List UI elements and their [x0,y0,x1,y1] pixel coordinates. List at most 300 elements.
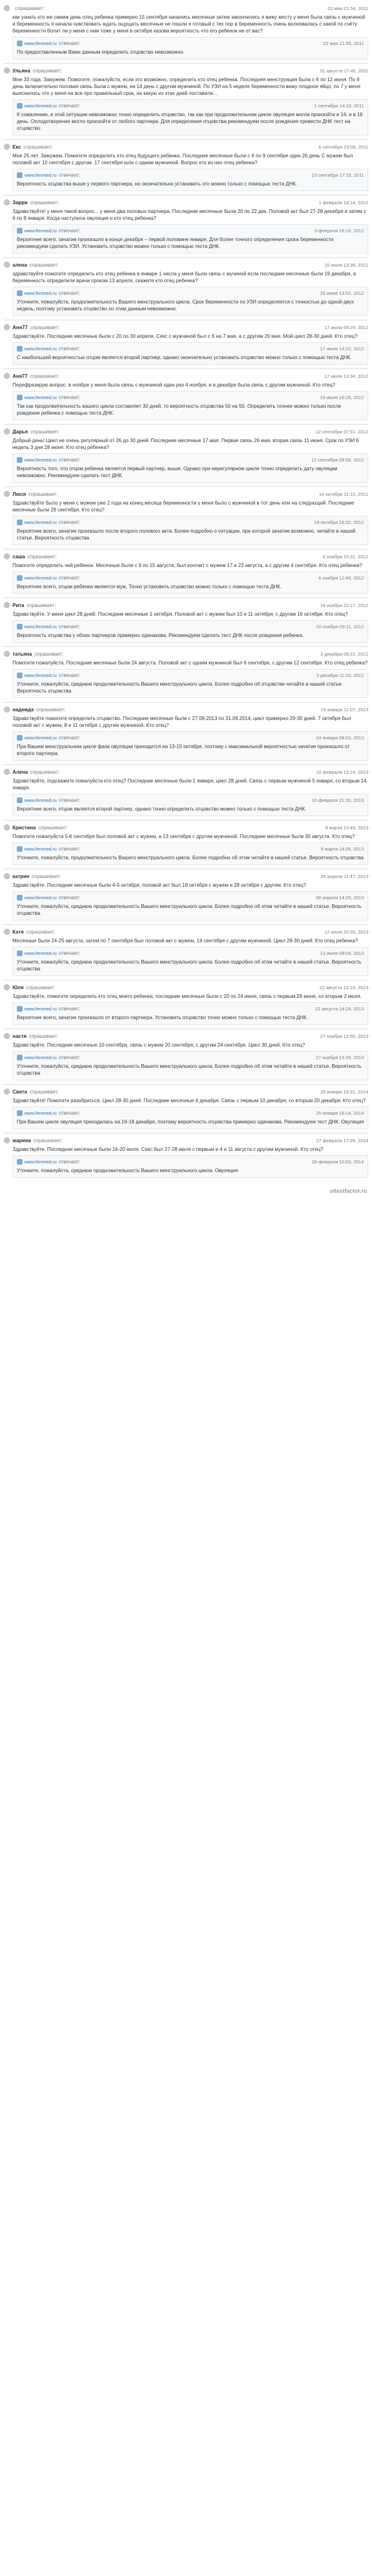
post-author-block [4,873,61,879]
answer-box [13,37,368,59]
answers-label: отвечает: [58,1055,81,1060]
post-author[interactable]: марина [13,1137,31,1143]
asks-label: спрашивает: [32,873,61,879]
site-logo-icon [17,395,23,400]
answer-header [17,574,364,582]
answer-author-block [17,575,81,581]
answer-date: 10 февраля 21:35, 2013 [311,797,364,803]
post-date: 17 июля 09:29, 2012 [324,324,368,330]
post-author[interactable]: Зарри [13,199,28,205]
post-author-block [4,144,53,150]
avatar [4,373,10,379]
answer-author-block [17,797,81,803]
post-author[interactable]: Катя [13,929,24,935]
post-header [4,1087,368,1096]
answer-header [17,796,364,804]
site-logo-icon [17,673,23,678]
answer-header [17,518,364,526]
post-author-block [4,324,59,330]
post-author-block [4,373,59,379]
question-text: Здравствуйте было у меня с мужем уже 2 года на конец месяца беременности у меня было с мужчиной в тот день или на следующий. Последние месячные были 29 сентября. Кто отец? [13,500,354,513]
question-post [4,1084,368,1133]
answer-site-link[interactable]: www.fenmed.ru [24,624,57,629]
post-author[interactable]: алена [13,262,28,268]
answer-text: При Вашем менструальном цикле фаза овуляции приходится на 13-15 октября, поэтому с максимальной вероятностью зачатие произошло от второго партнера. [17,744,350,756]
answer-text: С наибольшей вероятностью отцом является второй партнер, однако окончательно установить отцовство можно только с помощью теста ДНК. [17,355,352,360]
post-date: 19 ноября 22:17, 2012 [320,602,368,608]
site-logo-icon [17,1159,23,1165]
answer-site-link[interactable]: www.fenmed.ru [24,41,57,46]
answer-header [17,845,364,853]
avatar [4,5,10,11]
answer-date: 28 апреля 14:25, 2013 [316,895,364,901]
post-date: 25 января 15:31, 2014 [320,1088,368,1095]
site-logo-icon [17,575,23,581]
post-header [4,4,368,12]
site-logo-icon [17,895,23,901]
answer-text: Вероятнее всего, зачатие произошло от второго партнера. Установить отцовство точно можно только с помощью теста ДНК. [17,1015,308,1020]
answer-header [17,1005,364,1013]
answer-text: К сожалению, в этой ситуации невозможно точно определить отцовство, так как при продолжительном цикле овуляция могла произойти и 14, и в 16 день. Оплодотворение могло произойти от любого партнера. Для определения отцовства рекомендуем после рождения провести ДНК тест на отцовство. [17,112,363,131]
post-header [4,427,368,436]
asks-label: спрашивает: [30,324,59,330]
answer-site-link[interactable]: www.fenmed.ru [24,1159,57,1165]
avatar [4,1137,10,1143]
question-post [4,195,368,257]
answers-label: отвечает: [58,290,81,296]
answer-header [17,1109,364,1117]
answer-date: 28 февраля 10:03, 2014 [311,1159,364,1165]
answers-label: отвечает: [58,797,81,803]
site-logo-icon [17,457,23,463]
post-author-block [4,769,59,775]
answer-text: Уточните, пожалуйста, среднюю продолжительность Вашего менструального цикла. Более подробно об этом читайте в нашей статье. Вероятность отцовства [17,959,362,972]
post-author[interactable]: катрин [13,873,30,879]
post-author[interactable]: Ульяна [13,67,31,74]
post-date: 3 декабря 09:22, 2012 [320,651,368,657]
post-author[interactable]: Юля [13,984,24,990]
answer-text: При Вашем цикле овуляция приходилась на 16-18 декабря, поэтому вероятность отцовства примерно одинакова. Рекомендуем тест ДНК. Овуляция [17,1119,364,1125]
post-author[interactable]: Дарья [13,428,28,435]
answer-site-link[interactable]: www.fenmed.ru [24,797,57,803]
post-author[interactable]: настя [13,1033,27,1039]
answer-author-block [17,346,81,352]
avatar [4,769,10,775]
answer-box [13,669,368,698]
answer-header [17,39,364,47]
answers-label: отвечает: [58,846,81,852]
answer-date: 18 июля 16:28, 2012 [319,395,364,400]
answer-author-block [17,1006,81,1012]
question-text: Здравствуйте. Последние месячные были 4-5 октября, половой акт был 18 октября с мужем и 28 октября с другим. Кто отец? [13,882,306,888]
site-logo-icon [17,172,23,178]
site-logo-icon [17,735,23,741]
post-date: 22 августа 12:10, 2013 [319,984,368,990]
answer-date: 12 сентября 09:58, 2012 [311,457,364,463]
answers-label: отвечает: [58,172,81,178]
answer-header [17,949,364,957]
asks-label: спрашивает: [30,373,59,379]
answer-text: Уточните, пожалуйста, среднюю продолжительность Вашего менструального цикла. Более подробно об отцовстве читайте в нашей статье. Вероятность отцовства [17,681,343,694]
answer-header [17,456,364,464]
asks-label: спрашивает: [26,929,56,935]
post-author[interactable]: Рита [13,602,24,608]
answer-date: 1 сентября 14:10, 2011 [314,103,364,109]
answer-author-block [17,624,81,629]
post-author-block [4,984,56,990]
avatar [4,1088,10,1095]
watermark: sitestfactor.ru [329,1188,367,1194]
answer-text: Вероятность отцовства у обоих партнеров примерно одинакова. Рекомендуем сделать тест ДНК после рождения ребенка. [17,633,304,638]
question-post [4,764,368,820]
question-post [4,924,368,980]
answer-box [13,571,368,594]
avatar [4,706,10,713]
post-header [4,927,368,936]
answer-date: 24 января 08:03, 2013 [316,735,364,741]
site-logo-icon [17,103,23,109]
answer-box [13,794,368,816]
answers-label: отвечает: [58,950,81,956]
avatar [4,199,10,205]
answer-text: Так как продолжительность вашего цикла составляет 30 дней, то вероятность отцовства 50 на 50. Определить точнее можно только после рождения ребенка с помощью теста ДНК. [17,403,341,416]
answers-label: отвечает: [58,395,81,400]
answer-date: 22 мая 21:55, 2011 [323,41,364,46]
answer-date: 14 октября 15:32, 2012 [314,520,364,525]
post-date: 10 февраля 13:14, 2013 [316,769,368,775]
post-author-block [4,651,64,657]
asks-label: спрашивает: [34,651,64,657]
post-date: 12 сентября 07:51, 2012 [315,428,368,435]
question-post [4,598,368,646]
answer-header [17,623,364,631]
post-author[interactable]: Кристина [13,824,36,831]
post-header [4,872,368,881]
post-date: 23 января 11:07, 2013 [321,706,368,713]
post-header [4,1136,368,1145]
post-author-block [4,1137,63,1143]
avatar [4,144,10,150]
answers-label: отвечает: [58,1110,81,1116]
post-author-block [4,706,66,713]
post-date: 6 ноября 10:31, 2012 [323,553,368,560]
question-text: Перефразирую вопрос: в ноябре у меня была связь с мужчиной один раз 4 ноября, и в декабре была связь с другим мужчиной. Кто отец? [13,382,336,388]
question-text: Здравствуйте. Последние месячные 10 сентября, связь с мужем 20 сентября, с другим 24 сентября. Цикл 30 дней. Кто отец? [13,1042,306,1048]
answer-author-block [17,290,81,296]
answer-box [13,287,368,316]
answer-text: Уточните, пожалуйста, среднюю продолжительность Вашего менструального цикла. Овуляция [17,1168,238,1173]
answer-box [13,224,368,254]
question-text: Помогите определить чей ребенок. Месячные были с 9 по 15 августа, был контакт с мужем 17 и 23 августа, а с другим 4 сентября. Кто отец ребенка? [13,563,363,568]
answer-box [13,453,368,483]
asks-label: спрашивает: [30,769,60,775]
question-post [4,549,368,598]
answer-text: Вероятнее всего, отцом является второй партнер, однако точно определить отцовство можно только с помощью теста ДНК. [17,806,306,812]
answer-text: Уточните, пожалуйста, продолжительность Вашего менструального цикла. Более подробно об этом читайте в нашей статье. Вероятность отцовства [17,855,364,861]
answer-box [13,1155,368,1178]
question-post [4,368,368,424]
post-author-block [4,824,68,831]
answer-author-block [17,735,81,741]
question-text: Мне 25 лет. Замужем. Помогите определить кто отец будущего ребенка. Последние месячные были с 6 по 9 сентября один 26 день С мужем был половой акт 10 сентября с другом. 17 сентября шли с одним мужчиной. Вопрос кто из них отец ребенка? [13,153,353,165]
post-author-block [4,1088,59,1095]
question-text: Здравствуйте! Помогите разобраться. Цикл 28-30 дней. Последние месячные 4 декабря. Связь с первым 10 декабря, со вторым 20 декабря. Кто отец? [13,1098,366,1103]
question-post [4,869,368,924]
answer-text: Уточните, пожалуйста, среднюю продолжительность Вашего менструального цикла. Более подробно об этом читайте в нашей статье. Вероятность отцовства [17,904,362,916]
answer-date: 9 марта 14:06, 2013 [321,846,364,852]
post-author-block [4,553,57,560]
asks-label: спрашивает: [36,706,66,713]
answer-header [17,734,364,742]
avatar [4,491,10,497]
question-post [4,1,368,63]
question-text: Здравствуйте. Последние месячные были с 20 по 30 апреля. Секс с мужчиной был с 6 на 7 мая, а с другим 20 мая. Мой цикл 28-30 дней. Кто отец? [13,333,358,339]
asks-label: спрашивает: [29,1033,59,1039]
post-author-block [4,929,56,935]
answers-label: отвечает: [58,228,81,234]
answer-header [17,1054,364,1062]
answer-site-link[interactable]: www.fenmed.ru [24,673,57,678]
answer-date: 17 июля 14:20, 2012 [319,346,364,352]
post-header [4,198,368,207]
answer-header [17,171,364,179]
asks-label: спрашивает: [28,491,58,497]
avatar [4,651,10,657]
post-header [4,323,368,332]
site-logo-icon [17,1110,23,1116]
answer-date: 22 августа 14:18, 2013 [315,1006,364,1012]
site-logo-icon [17,950,23,956]
post-author[interactable]: Алена [13,769,28,775]
answer-author-block [17,395,81,400]
answer-text: По предоставленным Вами данным определить отцовство невозможно. [17,49,184,55]
avatar [4,553,10,560]
post-date: 31 августа 17:45, 2011 [319,67,368,74]
site-logo-icon [17,846,23,852]
site-logo-icon [17,228,23,234]
answer-author-block [17,1055,81,1060]
answer-box [13,391,368,420]
answer-site-link[interactable]: www.fenmed.ru [24,1006,57,1012]
asks-label: спрашивает: [30,199,59,205]
answer-box [13,842,368,865]
answer-author-block [17,172,81,178]
avatar [4,1033,10,1039]
post-author[interactable]: Аня77 [13,324,28,330]
answer-site-link[interactable]: www.fenmed.ru [24,457,57,463]
asks-label: спрашивает: [26,602,56,608]
answer-text: Вероятнее всего, зачатие произошло в конце декабря – первой половине января. Для более точного определения срока беременности рекомендуем сделать УЗИ. Установить отцовство можно только с помощью теста ДНК. [17,237,334,249]
post-header [4,66,368,75]
question-post [4,646,368,702]
answer-site-link[interactable]: www.fenmed.ru [24,346,57,352]
post-date: 27 февраля 17:39, 2014 [316,1137,368,1143]
answer-author-block [17,103,81,109]
answer-site-link[interactable]: www.fenmed.ru [24,846,57,852]
post-header [4,705,368,714]
answer-date: 20 ноября 09:11, 2012 [316,624,364,629]
answer-header [17,393,364,402]
answer-site-link[interactable]: www.fenmed.ru [24,520,57,525]
answer-date: 27 ноября 13:39, 2013 [316,1055,364,1060]
answer-text: Вероятность отцовства выше у первого партнера, но окончательно установить это можно только с помощью теста ДНК. [17,181,297,187]
post-header [4,767,368,776]
post-author-block [4,199,59,205]
answers-label: отвечает: [58,103,81,109]
answer-box [13,947,368,976]
answer-site-link[interactable]: www.fenmed.ru [24,228,57,234]
answer-header [17,894,364,902]
avatar [4,262,10,268]
answer-site-link[interactable]: www.fenmed.ru [24,395,57,400]
answer-box [13,1002,368,1025]
answer-text: Вероятнее всего, зачатие произошло после второго полового акта. Более подробно о ситуации, при которой зачатие возможно, читайте в нашей статье. Вероятность отцовства [17,528,356,541]
answer-header [17,345,364,353]
post-date: 22 мая 21:54, 2011 [328,5,368,11]
answer-header [17,671,364,679]
post-date: 9 марта 13:49, 2013 [325,824,368,831]
answers-label: отвечает: [58,457,81,463]
question-post [4,486,368,549]
answer-site-link[interactable]: www.fenmed.ru [24,1055,57,1060]
answers-label: отвечает: [58,895,81,901]
answers-label: отвечает: [58,520,81,525]
post-author[interactable]: Света [13,1088,28,1095]
post-header [4,372,368,380]
post-author-block [4,1033,58,1039]
post-author-block [4,5,44,11]
answer-box [13,1051,368,1080]
site-logo-icon [17,41,23,46]
post-author-block [4,67,62,74]
answer-date: 15 июня 13:52, 2012 [319,290,364,296]
answer-site-link[interactable]: www.fenmed.ru [24,290,57,296]
post-author-block [4,491,58,497]
answers-label: отвечает: [58,1159,81,1165]
post-author[interactable]: надежда [13,706,34,713]
post-author-block [4,602,56,608]
answer-text: Уточните, пожалуйста, продолжительность Вашего менструального цикла. Срок беременности по УЗИ определяется с точностью до одной-двух недель, поэтому установить отцовство по этим данным невозможно. [17,299,354,312]
answer-date: 6 ноября 12:46, 2012 [318,575,364,581]
answer-author-block [17,1159,81,1165]
post-header [4,983,368,992]
asks-label: спрашивает: [23,144,53,150]
site-logo-icon [17,1055,23,1060]
question-post [4,702,368,764]
question-text: Помогите пожалуйста 5-6 сентября был половой акт с мужем, а 13 сентября с другим мужчиной. Последние месячные были 30 августа. Кто отец? [13,834,355,839]
post-author[interactable]: Екс [13,144,21,150]
answer-box [13,891,368,920]
answer-site-link[interactable]: www.fenmed.ru [24,575,57,581]
answers-label: отвечает: [58,575,81,581]
post-date: 15 июня 13:36, 2012 [324,262,368,268]
answer-box [13,731,368,761]
qa-thread [0,0,372,1183]
answer-date: 25 января 16:14, 2014 [316,1110,364,1116]
post-author[interactable]: саша [13,553,26,560]
answer-text: Вероятнее всего, отцом ребенка является муж. Точно установить отцовство можно только с помощью теста ДНК. [17,584,282,590]
post-header [4,142,368,151]
answer-site-link[interactable]: www.fenmed.ru [24,950,57,956]
post-header [4,490,368,498]
post-header [4,823,368,832]
post-date: 14 октября 11:10, 2012 [318,491,368,497]
site-logo-icon [17,346,23,352]
question-text: Мне 33 года. Замужем. Помогите, пожалуйста, если это возможно, определить кто отец ребенка. Последняя менструация была с 6 по 12 июня. По 9 день включительно половая связь была с мужем, на 14 день с другим мужчиной. По УЗИ на 5 неделе беременности вижу плодное яйцо, по 7 у меня выяснилось что у меня на все про правильный срок, на какую из этих дней поставили... [13,77,361,96]
answers-label: отвечает: [58,1006,81,1012]
answer-site-link[interactable]: www.fenmed.ru [24,735,57,741]
asks-label: спрашивает: [33,67,63,74]
answer-text: Уточните, пожалуйста, среднюю продолжительность Вашего менструального цикла. Более подробно об этом читайте в нашей статье. Вероятность отцовства [17,1063,362,1076]
asks-label: спрашивает: [30,428,60,435]
question-text: как узнать кто же самиж день отец ребенка примерно 15 сентября начались месячные затем закончились я вижу месту у меня была связь с мужчиной и беременность я начала чувствовать ждать ощущать месячные не пошли я готовый с тех пор в беременность очень волновалась с какой по счёту беременности болит ли у меня с ним тоже у меня в октябре казова вероятность что его ребенок не от вас? [13,14,365,34]
question-text: Здравствуйте, помогите определить кто отец моего ребенка, последние месячные были с 20 по 24 июня, связь с первым 29 июня, со вторым 2 июля. [13,994,362,999]
question-text: здравствуйте помогите определить кто отец ребенка в январе 1 числа у меня были связь с мучиной если последние месячные были 19 декабря, а беременность определили врачи сроком 13 апреля, скажите кто отец ребенка? [13,271,356,284]
avatar [4,67,10,74]
answer-site-link[interactable]: www.fenmed.ru [24,103,57,109]
answer-site-link[interactable]: www.fenmed.ru [24,1110,57,1116]
avatar [4,873,10,879]
question-post [4,63,368,139]
asks-label: спрашивает: [26,984,56,990]
answer-author-block [17,950,81,956]
answer-box [13,1107,368,1129]
site-logo-icon [17,624,23,629]
answers-label: отвечает: [58,346,81,352]
answer-header [17,1158,364,1166]
answer-site-link[interactable]: www.fenmed.ru [24,172,57,178]
post-author-block [4,262,59,268]
site-logo-icon [17,520,23,525]
question-text: Здравствуйте помогите определить отцовство. Последние месячные были с 27.09.2013 по 31.09.2014, цикл примерно 29-30 дней. 7 октября был половой акт с мужем, 8 и 11 октября с другим мужчиной. Кто отец? [13,716,351,728]
answer-date: 13 сентября 17:15, 2011 [311,172,364,178]
post-header [4,260,368,269]
answer-date: 13 июля 09:04, 2013 [319,950,364,956]
avatar [4,929,10,935]
answer-site-link[interactable]: www.fenmed.ru [24,895,57,901]
post-date: 28 апреля 11:47, 2013 [320,873,368,879]
question-text: Здравствуйте. Последние месячные были 16-20 июля. Секс был 27-28 июля с первым и 4 и 11 августа с другим мужчиной. Кто отец? [13,1147,323,1152]
answers-label: отвечает: [58,673,81,678]
post-author[interactable]: Люся [13,491,26,497]
question-post [4,424,368,486]
site-logo-icon [17,1006,23,1012]
question-text: Месячные были 24-25 августа, затем по 7 сентября был половой акт с мужем, 14 сентября с другим мужчиной. Цикл 28-30 дней. Кто отец ребенка? [13,938,358,944]
post-date: 6 сентября 23:08, 2011 [318,144,368,150]
avatar [4,428,10,435]
question-text: Здравствуйте! у меня такой вопрос... у меня два половых партнера. Последние месячные были 20 по 22 дек. Половой акт был 27-28 декабря и затем с 6 по 8 января. Когда наступила овуляция и кто отец ребенка? [13,209,366,221]
answer-author-block [17,673,81,678]
post-author[interactable]: Аня77 [13,373,28,379]
answer-header [17,289,364,297]
asks-label: спрашивает: [29,1088,59,1095]
question-post [4,980,368,1029]
question-text: Добрый день! Цикл не очень регулярный от 26 до 30 дней. Последние месячные 17 мая. Первая связь 26 мая, вторая связь 11 июня. Срок по УЗИ 6 недель 3 дня 28 июня. Кто отец ребенка? [13,438,359,450]
answer-author-block [17,520,81,525]
question-text: Здравствуйте. У меня цикл 28 дней. Последние месячные 1 октября. Половой акт с мужем был 10 и 11 октября, с другим 16 октября. Кто отец? [13,611,348,617]
question-post [4,320,368,368]
avatar [4,324,10,330]
answers-label: отвечает: [58,735,81,741]
answer-box [13,516,368,545]
post-author[interactable]: татьяна [13,651,33,657]
asks-label: спрашивает: [38,824,68,831]
post-header [4,552,368,561]
answer-header [17,102,364,110]
answer-box [13,342,368,365]
post-date: 27 ноября 12:50, 2013 [320,1033,368,1039]
post-header [4,601,368,609]
